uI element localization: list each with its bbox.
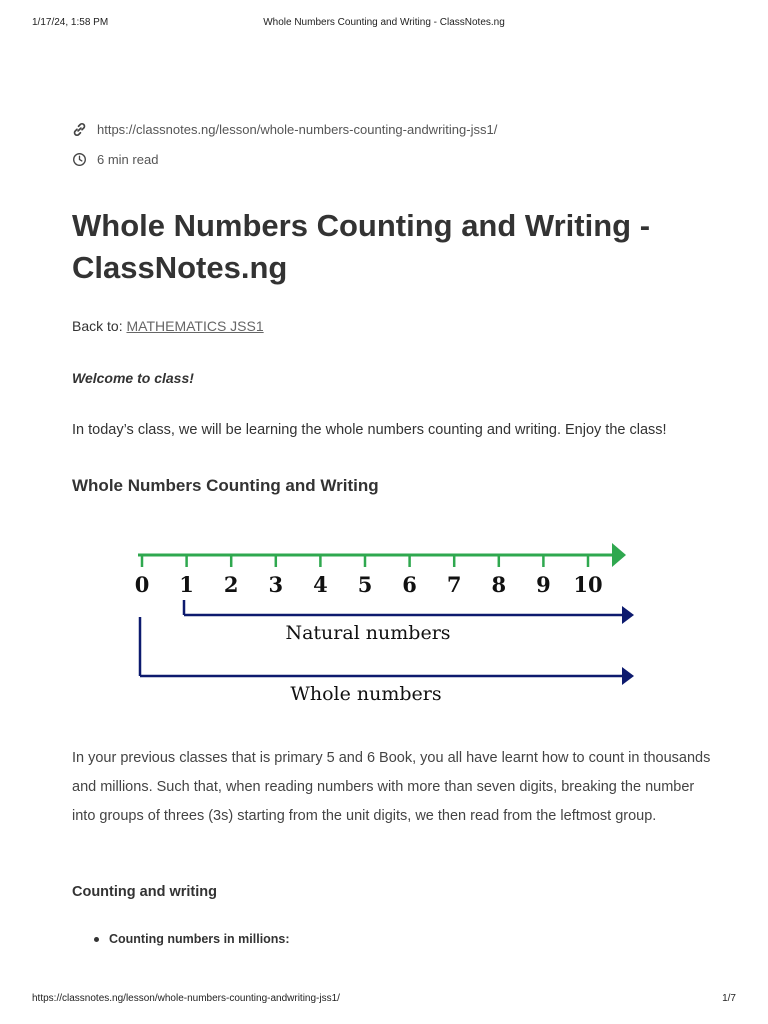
print-footer xyxy=(32,993,736,1007)
print-page-number: 1/7 xyxy=(722,993,736,1004)
intro-text: In today’s class, we will be learning the whole numbers counting and writing. Enjoy the class! xyxy=(72,422,667,438)
number-label: 5 xyxy=(357,572,373,597)
whole-numbers-label: Whole numbers xyxy=(290,683,442,705)
number-line-ticks xyxy=(142,555,588,567)
number-label: 7 xyxy=(446,572,462,597)
print-footer-url: https://classnotes.ng/lesson/whole-numbers-counting-andwriting-jss1/ xyxy=(32,993,340,1004)
number-label: 10 xyxy=(573,572,603,597)
course-link[interactable]: MATHEMATICS JSS1 xyxy=(126,318,264,334)
bullet-dot xyxy=(94,937,99,942)
print-page-title: Whole Numbers Counting and Writing - ClassNotes.ng xyxy=(263,17,505,28)
clock-icon xyxy=(72,152,87,167)
number-line-figure xyxy=(130,525,640,715)
number-label: 2 xyxy=(223,572,239,597)
whole-arrowhead xyxy=(622,667,634,685)
page-title: Whole Numbers Counting and Writing - ClassNotes.ng xyxy=(72,208,651,285)
number-label: 6 xyxy=(402,572,417,597)
number-label: 8 xyxy=(491,572,507,597)
number-label: 3 xyxy=(268,572,284,597)
number-line-arrowhead xyxy=(612,543,626,567)
list-item xyxy=(94,932,290,946)
source-url-link[interactable]: https://classnotes.ng/lesson/whole-numbers-counting-andwriting-jss1/ xyxy=(97,122,498,137)
number-label: 1 xyxy=(179,572,194,597)
welcome-text: Welcome to class! xyxy=(72,370,194,386)
subheading: Counting and writing xyxy=(72,884,217,900)
number-label: 4 xyxy=(313,572,328,597)
breadcrumb xyxy=(72,318,264,334)
natural-arrowhead xyxy=(622,606,634,624)
section-heading: Whole Numbers Counting and Writing xyxy=(72,476,379,495)
number-label: 9 xyxy=(536,572,551,597)
list-item-text: Counting numbers in millions: xyxy=(109,932,290,946)
number-label: 0 xyxy=(134,572,150,597)
print-datetime: 1/17/24, 1:58 PM xyxy=(32,17,109,28)
source-url-row xyxy=(72,122,497,137)
read-time: 6 min read xyxy=(97,152,159,167)
read-time-row xyxy=(72,152,158,167)
back-prefix: Back to: xyxy=(72,318,123,334)
print-header xyxy=(32,17,736,31)
number-line-labels xyxy=(135,572,603,597)
natural-numbers-label: Natural numbers xyxy=(285,622,451,644)
link-icon xyxy=(72,122,87,137)
body-paragraph: In your previous classes that is primary 5 and 6 Book, you all have learnt how to count in thousands and millions. Such that, when reading numbers with more than seven digits, breaking the number into groups of threes (3s) starting from the unit digits, we then read from the leftmost group. xyxy=(72,750,711,824)
